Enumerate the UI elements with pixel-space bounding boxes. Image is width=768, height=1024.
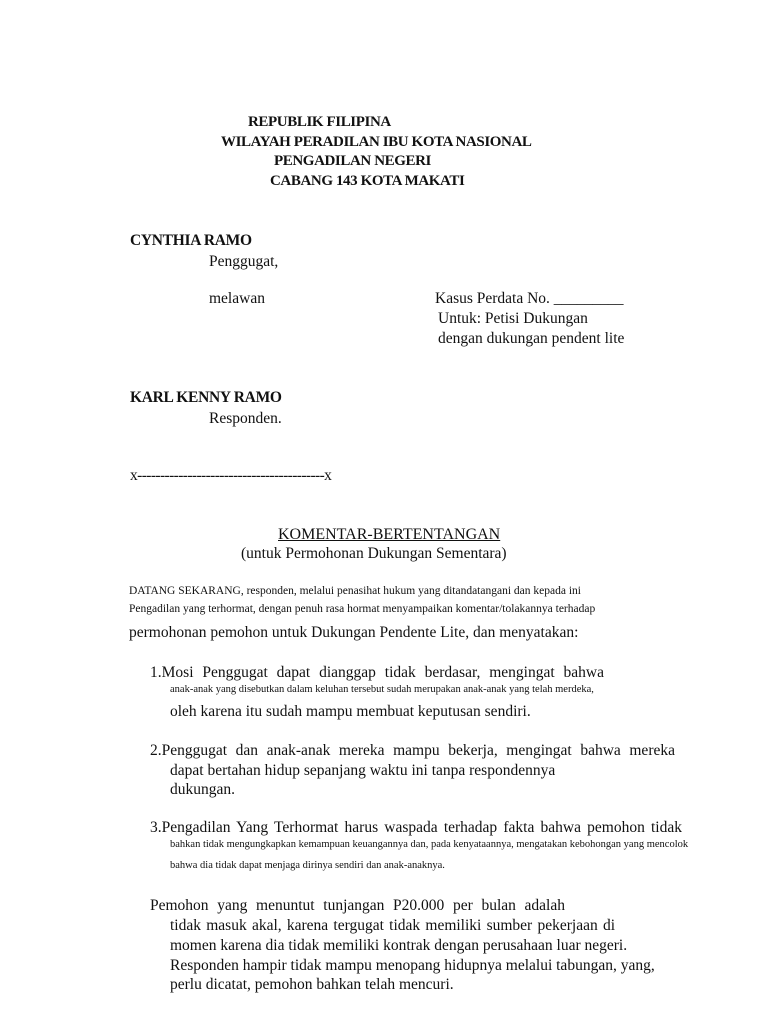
closing-line-4: Responden hampir tidak mampu menopang hidupnya melalui tabungan, yang, [170, 957, 655, 974]
item-3-line-2: bahkan tidak mengungkapkan kemampuan keuangannya dan, pada kenyataannya, mengatakan kebohongan yang mencolok [170, 839, 689, 850]
item-2-line-2: dapat bertahan hidup sepanjang waktu ini tanpa respondennya [170, 762, 556, 779]
closing-line-5: perlu dicatat, pemohon bahkan telah mencuri. [170, 976, 454, 993]
case-number: Kasus Perdata No. _________ [435, 290, 624, 307]
respondent-name: KARL KENNY RAMO [130, 389, 282, 406]
header-branch: CABANG 143 KOTA MAKATI [270, 173, 465, 189]
closing-line-2: tidak masuk akal, karena tergugat tidak memiliki sumber pekerjaan di [170, 917, 615, 934]
document-subtitle: (untuk Permohonan Dukungan Sementara) [241, 545, 507, 562]
case-for: Untuk: Petisi Dukungan [438, 310, 588, 327]
header-judicial-region: WILAYAH PERADILAN IBU KOTA NASIONAL [221, 134, 532, 150]
header-republic: REPUBLIK FILIPINA [248, 114, 391, 130]
header-court: PENGADILAN NEGERI [274, 153, 431, 169]
item-2-line-3: dukungan. [170, 781, 236, 798]
versus-label: melawan [209, 290, 265, 307]
plaintiff-name: CYNTHIA RAMO [130, 232, 252, 249]
intro-line-3: permohonan pemohon untuk Dukungan Pendente Lite, dan menyatakan: [129, 624, 579, 641]
closing-line-1: Pemohon yang menuntut tunjangan P20.000 per bulan adalah [150, 897, 565, 914]
closing-line-3: momen karena dia tidak memiliki kontrak dengan perusahaan luar negeri. [170, 937, 628, 954]
intro-line-1: DATANG SEKARANG, responden, melalui penasihat hukum yang ditandatangani dan kepada ini [129, 585, 581, 597]
case-with: dengan dukungan pendent lite [438, 330, 625, 347]
item-2-line-1: 2.Penggugat dan anak-anak mereka mampu bekerja, mengingat bahwa mereka [150, 742, 675, 759]
item-1-line-1: 1.Mosi Penggugat dapat dianggap tidak berdasar, mengingat bahwa [150, 664, 604, 681]
respondent-role: Responden. [209, 410, 282, 427]
item-1-line-3: oleh karena itu sudah mampu membuat keputusan sendiri. [170, 703, 531, 720]
item-3-line-1: 3.Pengadilan Yang Terhormat harus waspada terhadap fakta bahwa pemohon tidak [150, 819, 682, 836]
plaintiff-role: Penggugat, [209, 253, 279, 270]
caption-divider: x-----------------------------------------x [130, 467, 332, 484]
intro-line-2: Pengadilan yang terhormat, dengan penuh rasa hormat menyampaikan komentar/tolakannya terhadap [129, 603, 596, 615]
item-3-line-3: bahwa dia tidak dapat menjaga dirinya sendiri dan anak-anaknya. [170, 860, 445, 871]
document-title: KOMENTAR-BERTENTANGAN [278, 526, 501, 543]
item-1-line-2: anak-anak yang disebutkan dalam keluhan tersebut sudah merupakan anak-anak yang telah merdeka, [170, 684, 594, 695]
